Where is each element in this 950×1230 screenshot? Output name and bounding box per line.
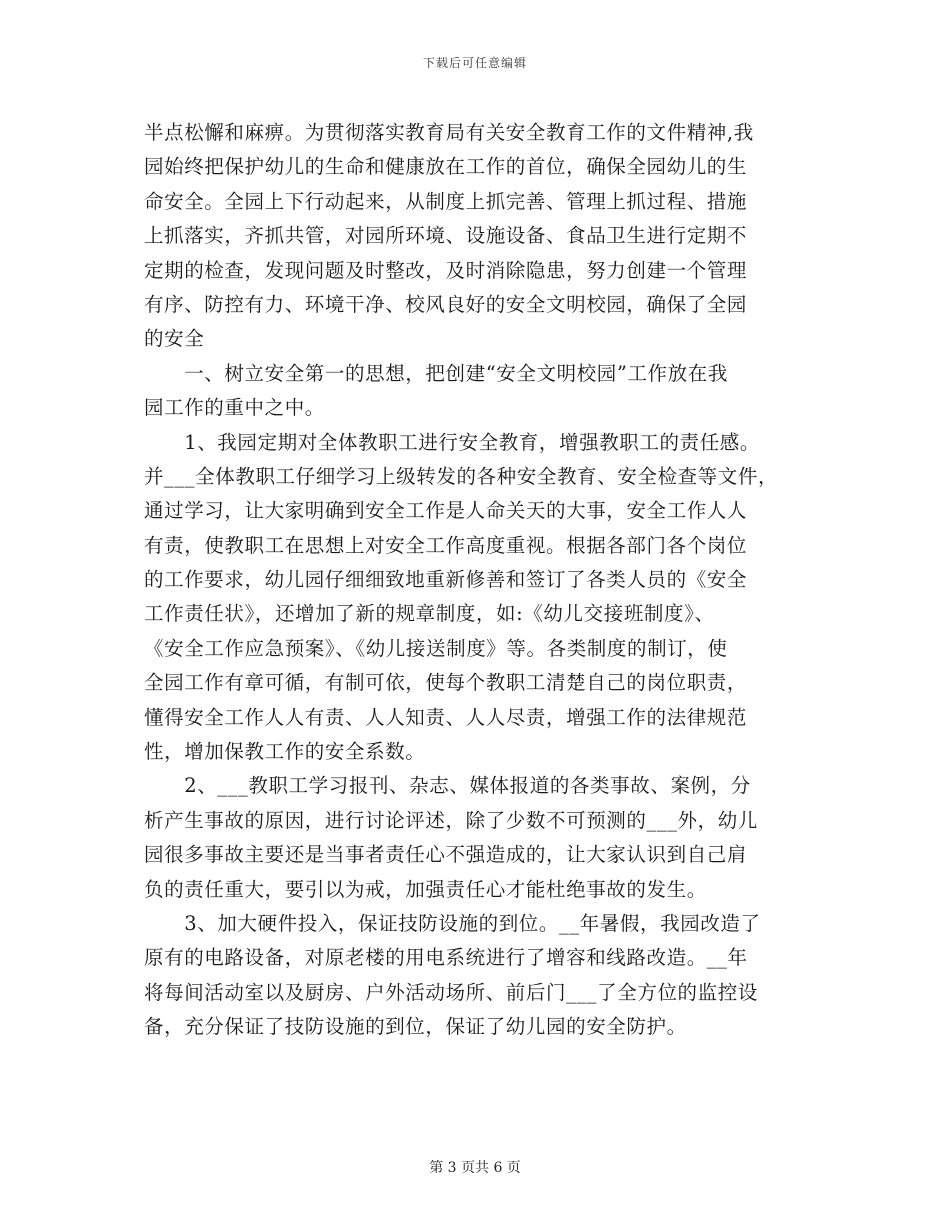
text-line: 有责，使教职工在思想上对安全工作高度重视。根据各部门各个岗位 bbox=[144, 533, 748, 557]
text-line: 负的责任重大，要引以为戒，加强责任心才能杜绝事故的发生。 bbox=[144, 877, 707, 901]
text-line: 原有的电路设备，对原老楼的用电系统进行了增容和线路改造。__年 bbox=[144, 946, 748, 970]
text-line: 定期的检查，发现问题及时整改，及时消除隐患，努力创建一个管理 bbox=[144, 258, 748, 282]
text-line: 将每间活动室以及厨房、户外活动场所、前后门___了全方位的监控设 bbox=[144, 980, 758, 1004]
text-line: 2、___教职工学习报刊、杂志、媒体报道的各类事故、案例，分 bbox=[144, 774, 751, 798]
text-line: 并___全体教职工仔细学习上级转发的各种安全教育、安全检查等文件， bbox=[144, 464, 779, 488]
text-line: 命安全。全园上下行动起来，从制度上抓完善、管理上抓过程、措施 bbox=[144, 189, 748, 213]
text-line: 的工作要求，幼儿园仔细细致地重新修善和签订了各类人员的《安全 bbox=[144, 568, 748, 592]
text-line: 析产生事故的原因，进行讨论评述，除了少数不可预测的___外，幼儿 bbox=[144, 808, 758, 832]
text-line: 全园工作有章可循，有制可依，使每个教职工清楚自己的岗位职责， bbox=[144, 671, 748, 695]
section-heading-line: 一、树立安全第一的思想，把创建“安全文明校园”工作放在我 bbox=[144, 361, 728, 385]
text-line: 半点松懈和麻痹。为贯彻落实教育局有关安全教育工作的文件精神,我 bbox=[144, 121, 754, 144]
text-line: 园很多事故主要还是当事者责任心不强造成的，让大家认识到自己肩 bbox=[144, 843, 748, 867]
document-body bbox=[144, 116, 824, 1045]
page-number: 第 3 页共 6 页 bbox=[429, 1160, 521, 1176]
text-line: 园始终把保护幼儿的生命和健康放在工作的首位，确保全园幼儿的生 bbox=[144, 155, 748, 179]
text-line: 通过学习，让大家明确到安全工作是人命关天的大事，安全工作人人 bbox=[144, 499, 748, 523]
text-line: 有序、防控有力、环境干净、校风良好的安全文明校园，确保了全园 bbox=[144, 292, 748, 316]
text-line: 的安全 bbox=[144, 327, 205, 351]
text-line: 1、我园定期对全体教职工进行安全教育，增强教职工的责任感。 bbox=[144, 430, 761, 454]
text-line: 上抓落实，齐抓共管，对园所环境、设施设备、食品卫生进行定期不 bbox=[144, 224, 748, 248]
page-header: 下载后可任意编辑 bbox=[422, 56, 527, 70]
text-line: 备，充分保证了技防设施的到位，保证了幼儿园的安全防护。 bbox=[144, 1015, 687, 1039]
text-line: 懂得安全工作人人有责、人人知责、人人尽责，增强工作的法律规范 bbox=[144, 705, 748, 729]
text-line: 工作责任状》，还增加了新的规章制度，如:《幼儿交接班制度》、 bbox=[144, 602, 715, 626]
section-heading-line: 园工作的重中之中。 bbox=[144, 396, 325, 420]
text-line: 3、加大硬件投入，保证技防设施的到位。__年暑假，我园改造了 bbox=[144, 911, 761, 935]
text-line: 《安全工作应急预案》、《幼儿接送制度》等。各类制度的制订，使 bbox=[144, 636, 728, 660]
text-line: 性，增加保教工作的安全系数。 bbox=[144, 740, 426, 764]
